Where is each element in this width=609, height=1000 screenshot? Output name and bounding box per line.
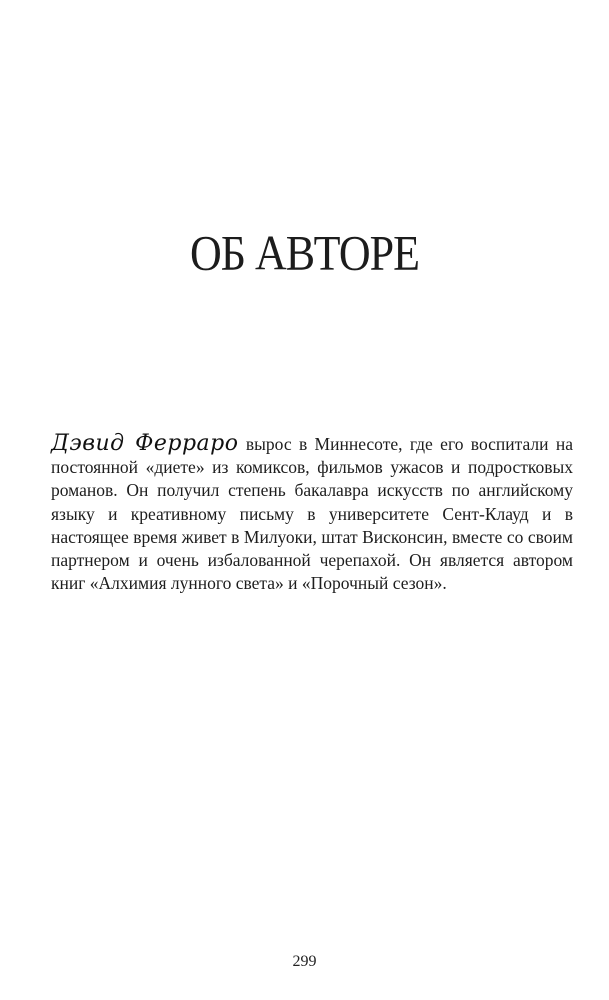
author-bio [51,432,573,595]
author-name: Дэвид Ферраро [51,431,239,456]
bio-text: вырос в Миннесоте, где его воспитали на постоянной «диете» из комиксов, фильмов ужасов и подростковых романов. Он получил степень бакалавра искусств по английскому языку и креативному письму в университете Сент-Клауд и в настоящее время живет в Милуоки, штат Висконсин, вместе со своим партнером и очень избалованной черепахой. Он является автором книг «Алхимия лунного света» и «Порочный сезон». [51,434,574,594]
page-title: ОБ АВТОРЕ [189,226,419,281]
page-number: 299 [292,953,317,970]
